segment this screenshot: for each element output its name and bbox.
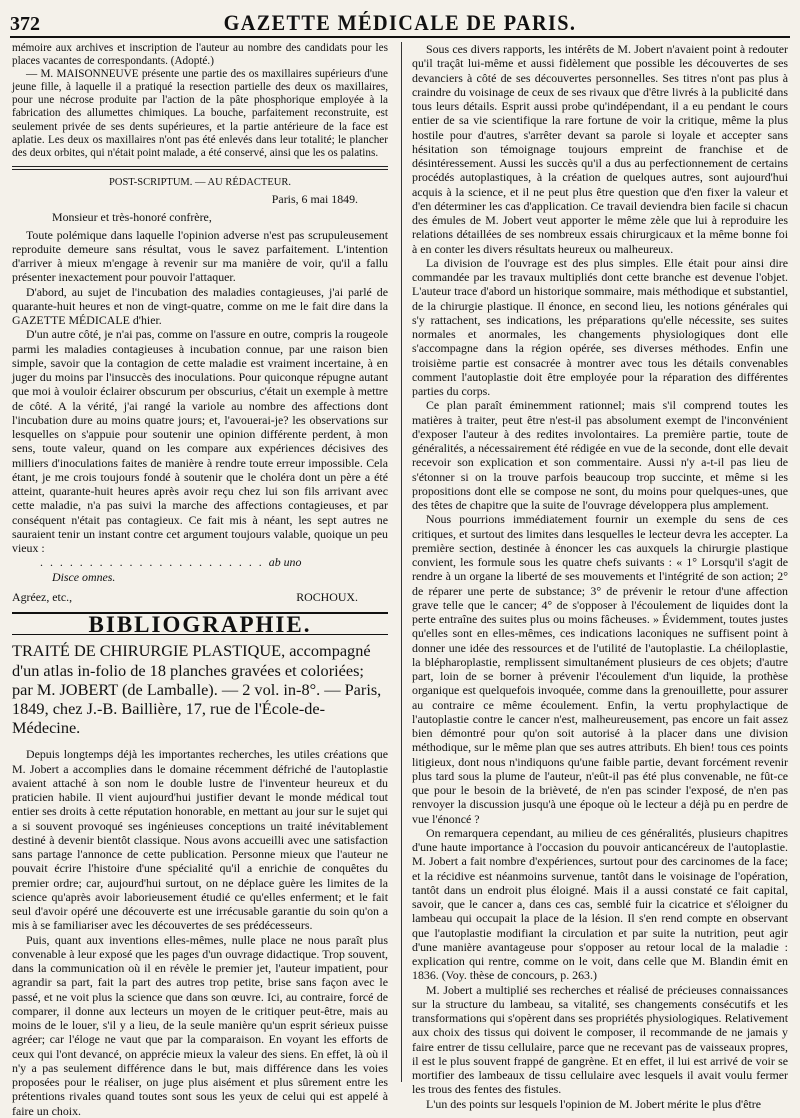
paragraph-multiplie: M. Jobert a multiplié ses recherches et réalisé de précieuses connaissances sur la structure du lambeau, sa vitalité, ses changements consécutifs et les transformations qui s'opèrent dans ses propriétés physiologiques. Relativement aux choix des tissus qui doivent le composer, il recommande de ne jamais y faire entrer de tissu cellulaire, parce que ne recevant pas de vaisseaux propres, il est le plus souvent frappé de gangrène. Et en effet, il lui est arrivé de voir se mortifier des lambeaux de tissu cellulaire avec lesquels il avait voulu fermer les trous des fentes des fistules. <box>412 982 788 1097</box>
letter-signature <box>12 590 388 604</box>
paragraph-puis: Puis, quant aux inventions elles-mêmes, nulle place ne nous paraît plus convenable à leur exposé que les pages d'un ouvrage didactique. Trop souvent, dans la communication où il en révèle le premier jet, l'auteur impatient, pour agrandir sa part, fait la part des autres trop petite, brise sans façon avec le passé, et ne voit plus la science que dans son œuvre. Ici, au contraire, forcé de comparer, il donne aux lecteurs un moyen de le critiquer peut-être, mais au moins de le louer, s'il y a lieu, de la seule manière qu'un esprit sérieux puisse agréer; car l'éloge ne vaut que par la comparaison. En voyant les efforts de ceux qui l'ont devancé, on apprécie mieux la valeur des siens. En effet, là où il n'y a pas seulement différence dans le but, mais différence dans les voies proposées pour le réaliser, on juge plus aisément et plus sûrement entre les prétentions rivales quand toutes sont sous les yeux de celui qui est appelé à faire un choix. <box>12 932 388 1118</box>
section-heading-bibliographie: BIBLIOGRAPHIE. <box>12 612 388 635</box>
letter-salutation: Monsieur et très-honoré confrère, <box>52 210 212 225</box>
paragraph-plan: Ce plan paraît éminemment rationnel; mais s'il comprend toutes les matières à traiter, peut être n'est-il pas absolument exempt de l'inconvénient d'exposer l'auteur à des redites involontaires. La première partie, toute de généralités, a nécessairement été rédigée en vue de la seconde, dont elle devait recevoir son explication et son commentaire. Aussi n'y a-t-il pas lieu de s'étonner si on la trouve parfois beaucoup trop succinte, et même si les propositions dont elle se compose ne sont, du moins pour quelques-unes, que des têtes de chapitre que la suite de l'ouvrage développera plus amplement. <box>412 398 788 512</box>
page-header <box>10 6 790 38</box>
right-column <box>412 42 788 1111</box>
paragraph-polemique: Toute polémique dans laquelle l'opinion adverse n'est pas scrupuleusement reproduite demeure sans résultat, vous le savez parfaitement. L'intention d'arriver à mieux m'engage à revenir sur ma manière de voir, qu'il a fallu présenter inexactement pour pouvoir l'attaquer. <box>12 227 388 285</box>
signature-closing: Agréez, etc., <box>12 589 73 604</box>
book-title: TRAITÉ DE CHIRURGIE PLASTIQUE, accompagné d'un atlas in-folio de 18 planches gravées et coloriées; par M. JOBERT (de Lamballe). — 2 vol. in-8°. — Paris, 1849, chez J.-B. Baillière, 17, rue de l'École-de-Médecine. <box>12 641 382 738</box>
postscript-title: POST-SCRIPTUM. — AU RÉDACTEUR. <box>109 176 291 188</box>
paragraph-rougeole: D'un autre côté, je n'ai pas, comme on l'assure en outre, compris la rougeole parmi les maladies contagieuses à incubation connue, par une raison bien simple, savoir que la contagion de cette maladie est vraiment incertaine, à en juger du moins par l'insuccès des inoculations. Pour quiconque répugne autant que moi à vouloir éclairer obscurum per obscurius, c'était un exemple à mettre de côté. A la vérité, j'ai rangé la variole au nombre des affections dont l'incubation dure au moins quatre jours; et, l'avouerai-je? les observations sur lesquelles on s'appuie pour soutenir une opinion différente perdent, à mon sens, toute valeur, quand on les compare aux expériences décisives des milliers d'inoculations faites de manière à rendre toute erreur impossible. Cela étant, je me crois toujours fondé à soutenir que le choléra dont un père a été atteint, quarante-huit heures après avoir reçu chez lui son fils arrivant avec cette maladie, n'a pas suivi la marche des affections contagieuses, et par conséquent n'était pas contagieux. Ce fait mis à néant, les sept autres ne sauraient tenir un instant contre cet argument toujours valable, quoique un peu vieux : <box>12 327 388 556</box>
paragraph-remarquera: On remarquera cependant, au milieu de ces généralités, plusieurs chapitres d'une haute importance à l'occasion du pouvoir anticancéreux de l'autoplastie. M. Jobert a fait nombre d'expériences, surtout pour des carcinomes de la face; et la récidive est néanmoins survenue, tantôt dans le voisinage de l'opération, tantôt dans un endroit plus éloigné. Mais il a aussi constaté ce fait capital, savoir, que le cancer a, dans ces cas, semblé fuir la cicatrice et s'éloigner du lambeau qui occupait la place de la lésion. Il s'en rend compte en observant que l'autoplastie modifiant la circulation et par suite la nutrition, peut agir d'une manière avantageuse pour s'opposer au retour local de la maladie : explication qui rentre, comme on le voit, dans celle que M. Blandin émit en 1836. (Voy. thèse de concours, p. 263.) <box>412 825 788 983</box>
paragraph-incubation: D'abord, au sujet de l'incubation des maladies contagieuses, j'ai parlé de quarante-huit heures et non de vingt-quatre, comme on me le fait dire dans la GAZETTE MÉDICALE d'hier. <box>12 284 388 328</box>
quotation-latin: Disce omnes. <box>52 569 116 584</box>
paragraph-maisonneuve: — M. MAISONNEUVE présente une partie des os maxillaires supérieurs d'une jeune fille, à laquelle il a pratiqué la resection partielle des deux os maxillaires, pour une nécrose produite par l'action de la pâte phosphorique employée à la fabrication des allumettes chimiques. La bouche, parfaitement reconstruite, est seulement privée de ses dents supérieures, et la partie antérieure de la face est aplatie. Les deux os maxillaires n'ont pas été enlevés dans leur totalité; le plancher des deux orbites, qui n'était point malade, a été conservé, ainsi que les os palatins. <box>12 68 388 159</box>
section-rule <box>12 166 388 170</box>
quotation-dots: . . . . . . . . . . . . . . . . . . . . . . . ab uno <box>40 555 302 570</box>
paragraph-last: L'un des points sur lesquels l'opinion de M. Jobert mérite le plus d'être <box>426 1096 762 1111</box>
journal-title: GAZETTE MÉDICALE DE PARIS. <box>223 10 577 35</box>
paragraph-depuis: Depuis longtemps déjà les importantes recherches, les utiles créations que M. Jobert a accomplies dans le domaine récemment défriché de l'autoplastie avaient attaché à son nom le double lustre de l'inventeur heureux et du praticien habile. Il vient aujourd'hui justifier devant le monde médical tout entier ses droits à cette réputation honorable, en mettant au jour sur le sujet qui a si souvent provoqué ses ingénieuses conceptions un traité inévitablement destiné à devenir bientôt classique. Nous avons accueilli avec une satisfaction sans partage l'annonce de cette publication. Personne mieux que l'auteur ne pouvait écrire l'histoire d'une spécialité qu'il a enrichie de conquêtes du premier ordre; car, aujourd'hui surtout, on ne déplace guère les limites de la science qu'après avoir laborieusement étudié ce qu'elles enferment; et le fait seul d'avoir opéré une découverte est une irrécusable garantie du soin qu'on a mis à se familiariser avec les découvertes de ses prédécesseurs. <box>12 747 388 933</box>
paragraph-nous: Nous pourrions immédiatement fournir un exemple du sens de ces critiques, et surtout des limites dans lesquelles le lecteur devra les accepter. La première section, destinée à énoncer les cas auxquels la chirurgie plastique convient, les formule sous les quatre chefs suivants : « 1° Lorsqu'il s'agit de rendre à un organe la liberté de ses mouvements et l'intégrité de son action; 2° de réparer une perte de substance; 3° de prévenir le retour d'une affection grave telle que le cancer; 4° de s'opposer à l'écoulement de liquides dont la perte entraîne des suites plus ou moins fâcheuses. » Évidemment, toutes justes qu'elles sont en elles-mêmes, ces indications laconiques ne suffisent point à donner une idée des ressources et de l'utilité de l'autoplastie. La chéiloplastie, la blépharoplastie, remplissent simultanément plusieurs de ces objets; d'autre part, loin de se borner à prévenir l'écoulement d'un liquide, la prothèse organique est quelquefois invoquée, comme dans la grenouillette, pour assurer au contraire ce même écoulement. Enfin, la vertu prophylactique de l'autoplastie contre le cancer n'est, malheureusement, pas encore un fait assez bien démontré pour qu'on soit autorisé à la placer dans une division méthodique, sur le même plan que ses autres attributs. Eh bien! tous ces points litigieux, dont nous n'indiquons qu'une faible partie, devant forcément revenir plus tard sous la plume de l'auteur, n'eût-il pas été plus convenable, ne fût-ce que pour le besoin de la brièveté, de n'en pas scinder l'exposé, de n'en pas renvoyer la discussion jusqu'à une époque où le lecteur a déjà pu en perdre de vue l'énoncé ? <box>412 512 788 826</box>
letter-date: Paris, 6 mai 1849. <box>271 192 358 207</box>
page-number: 372 <box>10 13 40 35</box>
paragraph-archives: mémoire aux archives et inscription de l'auteur au nombre des candidats pour les places vacantes de correspondants. (Adopté.) <box>12 42 388 68</box>
quotation-tail: ab uno <box>268 555 302 570</box>
paragraph-sous: Sous ces divers rapports, les intérêts de M. Jobert n'avaient point à redouter qu'il traçât lui-même et aussi fidèlement que possible les découvertes de ses devanciers à côté de ses découvertes personnelles. Ses titres n'ont pas plus à craindre du voisinage de ceux de ses rivaux que d'être livrés à la publicité dans tous leurs détails. Esprit aussi probe qu'indépendant, il a eu pendant le cours entier de sa vie scientifique la rare fortune de voir la critique, même la plus hostile pour d'autres, s'arrêter devant sa parole si loyale et accepter sans hésitation son témoignage toujours empreint de franchise et de désintéressement. Aussi les succès qu'il a dus au perfectionnement de certains procédés autoplastiques, à la création de quelques autres, sont aujourd'hui acquis à la science, et il ne peut plus être question que d'en fixer la valeur et d'en déterminer les cas d'application. Ce travail deviendra bien facile si chacun des émules de M. Jobert veut apporter le même zèle que lui à reproduire les relations détaillées de ses nombreux essais chirurgicaux et la même bonne foi à en conter les divers résultats heureux ou malheureux. <box>412 42 788 256</box>
column-divider <box>401 42 402 1082</box>
left-column <box>12 42 388 1118</box>
paragraph-division: La division de l'ouvrage est des plus simples. Elle était pour ainsi dire commandée par les travaux multipliés dont cette branche est devenue l'objet. L'auteur trace d'abord un historique sommaire, mais méthodique et substantiel, de la chirurgie plastique. Il énonce, en second lieu, les notions générales qui s'y rattachent, ses indications, les préparations qu'elle nécessite, ses suites normales et anormales, les changements physiologiques dont elle s'accompagne dans la région opérée, ses diverses méthodes. Enfin une troisième partie est consacrée à montrer avec tous les détails convenables comment l'autoplastie doit être employée pour la réparation des différentes parties du corps. <box>412 255 788 398</box>
signature-name: ROCHOUX. <box>296 589 358 604</box>
